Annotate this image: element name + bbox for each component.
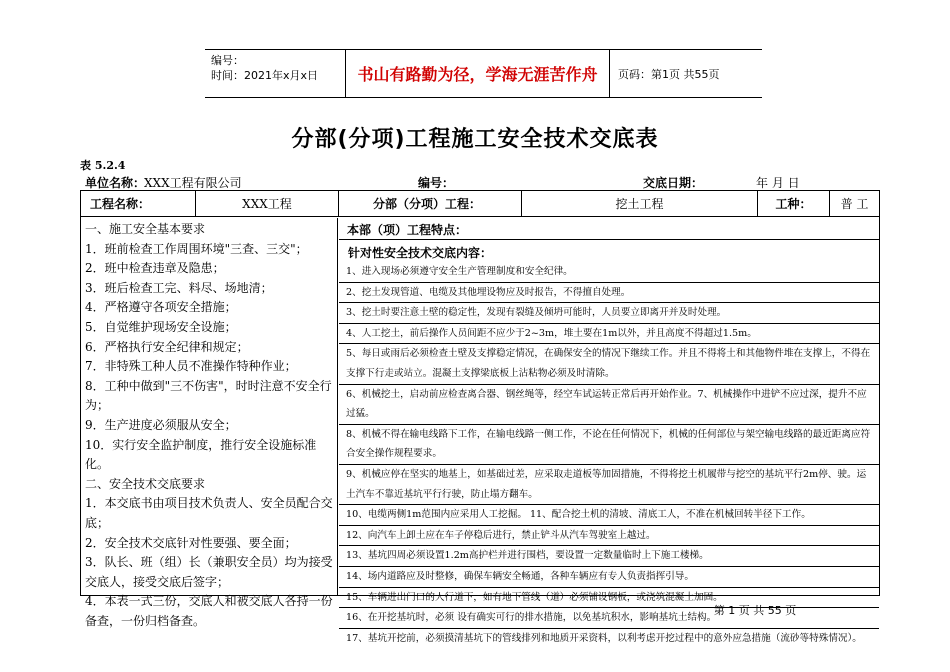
project-row bbox=[81, 191, 879, 217]
document-header bbox=[205, 49, 762, 98]
measure-item: 16、在开挖基坑时，必须 设有确实可行的排水措施，以免基坑积水，影响基坑土结构。 bbox=[339, 608, 879, 629]
project-label: 工程名称： bbox=[81, 191, 196, 216]
requirement-item: 3．队长、班（组）长（兼职安全员）均为接受交底人，接受交底后签字； bbox=[85, 555, 333, 589]
header-page-info: 页码：第1页 共55页 bbox=[618, 67, 720, 81]
requirement-item: 10．实行安全监护制度，推行安全设施标准化。 bbox=[85, 437, 317, 472]
requirement-item: 6．严格执行安全纪律和规定； bbox=[85, 339, 249, 354]
measure-item: 17、基坑开挖前，必须摸清基坑下的管线排列和地质开采资料，以利考虑开挖过程中的意外应急措施（流砂等特殊情况）。 bbox=[346, 632, 862, 644]
page-footer: 第 1 页 共 55 页 bbox=[713, 604, 797, 617]
measure-item: 5、每日或雨后必须检查土壁及支撑稳定情况，在确保安全的情况下继续工作。并且不得将土和其他物件堆在支撑上，不得在支撑下行走或站立。混凝土支撑梁底板上沾粘物必须及时清除。 bbox=[339, 344, 879, 384]
date-value: 年 月 日 bbox=[756, 176, 800, 190]
requirement-item: 8．工种中做到"三不伤害"，时时注意不安全行为； bbox=[85, 378, 332, 413]
measure-item: 13、基坑四周必须设置1.2m高护栏并进行围档，要设置一定数量临时上下施工楼梯。 bbox=[339, 546, 879, 567]
sub-project-label: 分部（分项）工程： bbox=[339, 191, 522, 216]
project-value: XXX工程 bbox=[196, 191, 339, 216]
trade-value: 普 工 bbox=[840, 197, 869, 211]
features-label: 本部（项）工程特点： bbox=[339, 218, 879, 240]
measure-item: 9、机械应停在坚实的地基上，如基础过差，应采取走道板等加固措施，不得将挖土机履带与挖空的基坑平行2m停、驶。运土汽车不靠近基坑平行行驶，防止塌方翻车。 bbox=[339, 465, 879, 505]
measure-item: 4、人工挖土，前后操作人员间距不应少于2~3m，堆土要在1m以外，并且高度不得超过1.5m。 bbox=[339, 324, 879, 345]
measures-list bbox=[339, 240, 879, 648]
measures-title: 针对性安全技术交底内容： bbox=[348, 246, 493, 260]
requirement-item: 9．生产进度必须服从安全； bbox=[85, 417, 237, 432]
trade-label: 工种： bbox=[758, 191, 830, 216]
unit-label: 单位名称： bbox=[85, 176, 146, 190]
measure-item: 12、向汽车上卸土应在车子停稳后进行，禁止铲斗从汽车驾驶室上越过。 bbox=[339, 526, 879, 547]
header-number: 编号： bbox=[211, 54, 244, 67]
date-label: 交底日期： bbox=[643, 176, 704, 190]
measure-item: 14、场内道路应及时整修，确保车辆安全畅通，各种车辆应有专人负责指挥引导。 bbox=[339, 567, 879, 588]
requirement-item: 一、施工安全基本要求 bbox=[85, 222, 206, 236]
requirement-item: 5．自觉维护现场安全设施； bbox=[85, 319, 237, 334]
requirement-item: 7．非特殊工种人员不准操作特种作业； bbox=[85, 359, 297, 374]
requirement-item: 2．安全技术交底针对性要强、要全面； bbox=[85, 535, 297, 550]
measure-item: 2、挖土发现管道、电缆及其他埋设物应及时报告，不得擅自处理。 bbox=[339, 283, 879, 304]
requirement-item: 二、安全技术交底要求 bbox=[85, 476, 206, 491]
requirement-item: 2．班中检查违章及隐患； bbox=[85, 261, 225, 276]
unit-value: XXX工程有限公司 bbox=[144, 176, 242, 190]
measure-item: 6、机械挖土，启动前应检查离合器、钢丝绳等，经空车试运转正常后再开始作业。7、机械操作中进铲不应过深，提升不应过猛。 bbox=[339, 385, 879, 425]
measure-item: 10、电缆两侧1m范围内应采用人工挖掘。 11、配合挖土机的清坡、清底工人，不准在机械回转半径下工作。 bbox=[339, 505, 879, 526]
measure-item: 1、进入现场必须遵守安全生产管理制度和安全纪律。 bbox=[339, 262, 879, 283]
page-title: 分部(分项)工程施工安全技术交底表 bbox=[291, 127, 659, 152]
measure-item: 3、挖土时要注意土壁的稳定性，发现有裂缝及倾坍可能时，人员要立即离开并及时处理。 bbox=[339, 303, 879, 324]
unit-row bbox=[80, 173, 880, 190]
requirement-item: 3．班后检查工完、料尽、场地清； bbox=[85, 280, 273, 295]
header-meta bbox=[205, 50, 346, 97]
basic-requirements bbox=[81, 218, 338, 628]
measure-item: 8、机械不得在输电线路下工作，在输电线路一侧工作，不论在任何情况下，机械的任何部位与架空输电线路的最近距离应符合安全操作规程要求。 bbox=[339, 425, 879, 465]
table-number: 表 5.2.4 bbox=[80, 159, 126, 172]
measure-item: 15、车辆进出门口的人行道下，如有地下管线（道）必须铺设钢板，或浇筑混凝土加固。 bbox=[339, 588, 879, 609]
requirement-item: 1．班前检查工作周围环境"三查、三交"； bbox=[85, 241, 308, 256]
requirement-item: 4．本表一式三份，交底人和被交底人各持一份备查，一份归档备查。 bbox=[85, 594, 333, 628]
requirement-item: 1．本交底书由项目技术负责人、安全员配合交底； bbox=[85, 496, 333, 530]
code-label: 编号： bbox=[418, 176, 455, 190]
sub-project-value: 挖土工程 bbox=[522, 191, 758, 216]
header-motto: 书山有路勤为径，学海无涯苦作舟 bbox=[346, 50, 610, 97]
header-time: 时间：2021年x月x日 bbox=[211, 69, 319, 82]
requirement-item: 4．严格遵守各项安全措施； bbox=[85, 300, 237, 315]
